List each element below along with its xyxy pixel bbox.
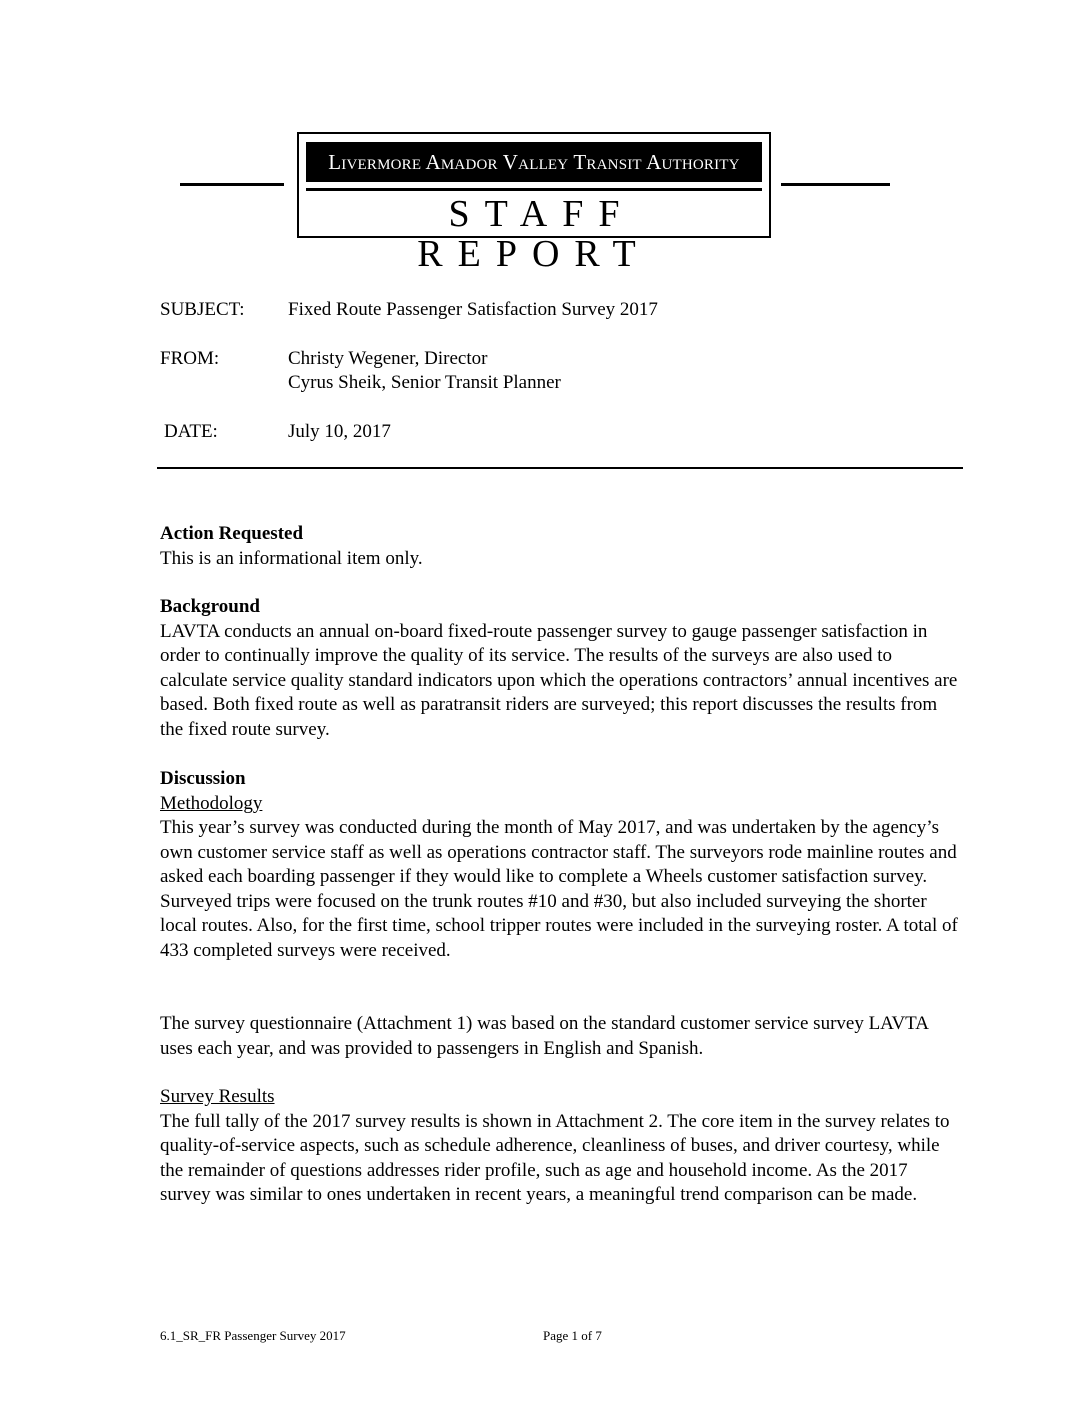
- results-heading: Survey Results: [160, 1086, 275, 1107]
- action-section: [160, 522, 960, 571]
- methodology-heading: Methodology: [160, 792, 263, 814]
- footer-file-name: 6.1_SR_FR Passenger Survey 2017: [160, 1328, 346, 1343]
- results-text: The full tally of the 2017 survey results is shown in Attachment 2. The core item in the survey relates to quality-of-service aspects, such as schedule adherence, cleanliness of buses, and driver courtesy, while the remainder of questions addresses rider profile, such as age and household income. As the 2017 survey was similar to ones undertaken in recent years, a meaningful trend comparison can be made.: [160, 1110, 950, 1205]
- date-value: July 10, 2017: [288, 421, 391, 442]
- header-rule-left: [180, 183, 284, 186]
- date-label: DATE:: [164, 421, 218, 442]
- header-divider: [157, 467, 963, 469]
- background-heading: Background: [160, 596, 260, 617]
- agency-logo: [297, 132, 771, 275]
- subject-value: Fixed Route Passenger Satisfaction Survey 2017: [288, 299, 658, 320]
- discussion-section: [160, 767, 960, 963]
- logo-divider: [306, 188, 762, 191]
- action-heading: Action Requested: [160, 523, 304, 544]
- discussion-heading: Discussion: [160, 768, 246, 789]
- header-rule-right: [781, 183, 890, 186]
- background-text: LAVTA conducts an annual on-board fixed-route passenger survey to gauge passenger satisfaction in order to continually improve the quality of its service. The results of the surveys are also used to calculate service quality standard indicators upon which the operations contractors’ annual incentives are based. Both fixed route as well as paratransit riders are surveyed; this report discusses the results from the fixed route survey.: [160, 620, 958, 740]
- footer-page-number: Page 1 of 7: [543, 1328, 602, 1343]
- from-value-2: Cyrus Sheik, Senior Transit Planner: [288, 372, 561, 393]
- agency-name: Livermore Amador Valley Transit Authority: [306, 142, 762, 182]
- results-section: [160, 1085, 960, 1208]
- background-section: [160, 595, 960, 742]
- report-title: STAFF REPORT: [417, 193, 651, 275]
- from-value-1: Christy Wegener, Director: [288, 348, 488, 369]
- questionnaire-text: The survey questionnaire (Attachment 1) was based on the standard customer service survey LAVTA uses each year, and was provided to passengers in English and Spanish.: [160, 1013, 928, 1059]
- from-label: FROM:: [160, 348, 220, 369]
- methodology-text: This year’s survey was conducted during the month of May 2017, and was undertaken by the agency’s own customer service staff as well as operations contractor staff. The surveyors rode mainline routes and asked each boarding passenger if they would like to complete a Wheels customer satisfaction survey. Surveyed trips were focused on the trunk routes #10 and #30, but also included surveying the shorter local routes. Also, for the first time, school tripper routes were included in the surveying roster. A total of 433 completed surveys were received.: [160, 817, 958, 961]
- subject-label: SUBJECT:: [160, 299, 245, 320]
- action-text: This is an informational item only.: [160, 547, 423, 569]
- questionnaire-section: [160, 1012, 960, 1061]
